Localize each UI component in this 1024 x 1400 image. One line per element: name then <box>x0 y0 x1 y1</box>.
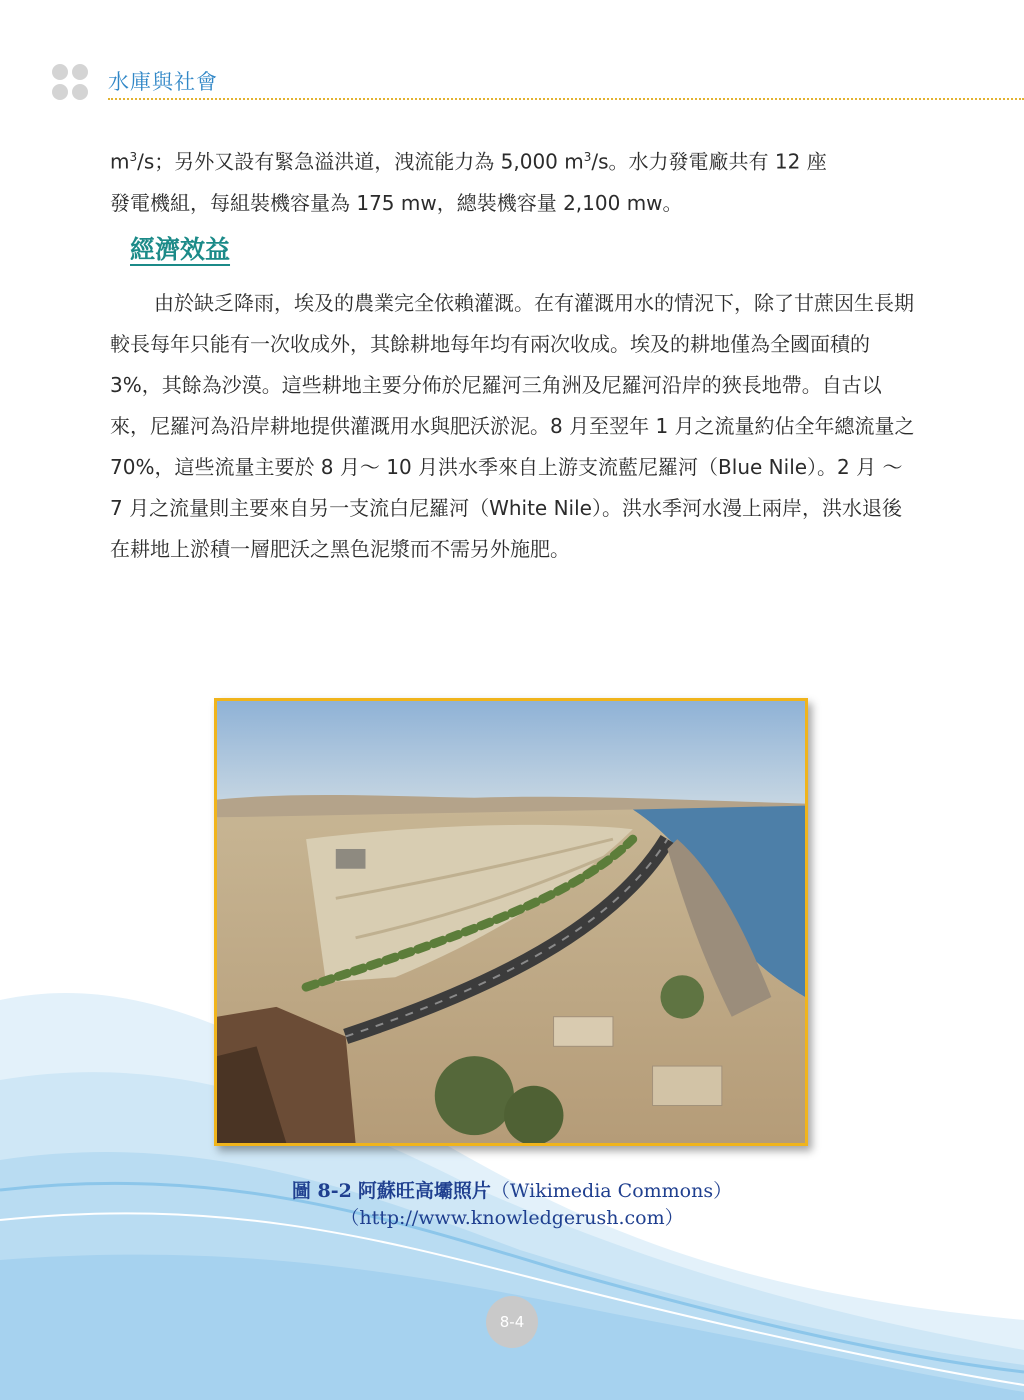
header-logo-dots <box>52 64 94 102</box>
header-divider <box>108 98 1024 100</box>
paragraph-dam-capacity: $m^3/s$；另外又設有緊急溢洪道，洩流能力為 5,000 $m^3/s$。水力發電廠共有 12 座 發電機組，每組裝機容量為 175 mw，總裝機容量 2,100 mw。 <box>110 149 827 215</box>
figure-caption: 圖 8-2 阿蘇旺高壩照片（Wikimedia Commons） <box>291 1180 733 1202</box>
paragraph-economic-benefits: 由於缺乏降雨，埃及的農業完全依賴灌溉。在有灌溉用水的情況下，除了甘蔗因生長期較長每年只能有一次收成外，其餘耕地每年均有兩次收成。埃及的耕地僅為全國面積的 3%，其餘為沙漠。這些耕地主要分佈於尼羅河三角洲及尼羅河沿岸的狹長地帶。自古以來，尼羅河為沿岸耕地提供灌溉用水與肥沃淤泥。8 月至翌年 1 月之流量約佔全年總流量之 70%，這些流量主要於 8 月～ 10 月洪水季來自上游支流藍尼羅河（Blue Nile）。2 月 ～ 7 月之流量則主要來自另一支流白尼羅河（White Nile）。洪水季河水漫上兩岸，洪水退後在耕地上淤積一層肥沃之黑色泥漿而不需另外施肥。 <box>110 291 915 561</box>
page-number: 8-4 <box>486 1296 538 1348</box>
section-title: 經濟效益 <box>130 235 231 264</box>
figure-source: （http://www.knowledgerush.com） <box>340 1207 684 1229</box>
header-title: 水庫與社會 <box>108 70 218 94</box>
aswan-dam-photo <box>214 698 808 1146</box>
